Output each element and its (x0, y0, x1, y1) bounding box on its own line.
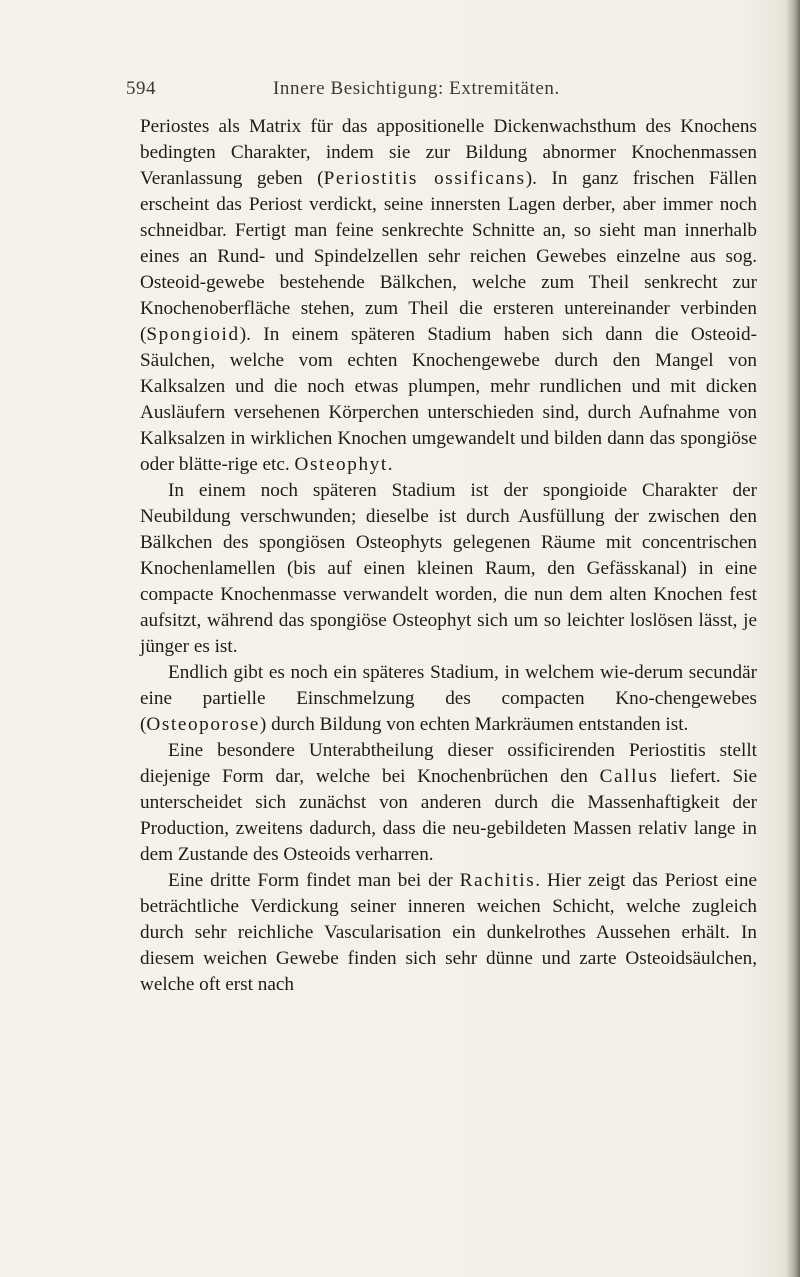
paragraph-1-text-b: ). In ganz frischen Fällen erscheint das Periost verdickt, seine innersten Lagen derber, aber immer noch schneidbar. Fertigt man feine senkrechte Schnitte an, so sieht man innerhalb eines an Rund- und Spindelzellen sehr reichen Gewebes einzelne aus sog. Osteoid-gewebe bestehende Bälkchen, welche zum Theil senkrecht zur Knochenoberfläche stehen, zum Theil die ersteren untereinander verbinden ( (140, 168, 758, 345)
paragraph-4-text-a: Eine besondere Unterabtheilung dieser ossificirenden Periostitis stellt diejenige Form dar, welche bei Knochenbrüchen den (140, 740, 757, 787)
paragraph-2: In einem noch späteren Stadium ist der spongioide Charakter der Neubildung verschwunden; dieselbe ist durch Ausfüllung der zwischen den Bälkchen des spongiösen Osteophyts gelegenen Räume mit concentrischen Knochenlamellen (bis auf einen kleinen Raum, den Gefässkanal) in eine compacte Knochenmasse verwandelt worden, die nun dem alten Knochen fest aufsitzt, während das spongiöse Osteophyt sich um so leichter loslösen lässt, je jünger es ist. (140, 480, 757, 657)
page-header (126, 78, 766, 106)
term-osteophyt: Osteophyt (294, 454, 388, 475)
paragraph-5-text-b: . Hier zeigt das Periost eine beträchtliche Verdickung seiner inneren weichen Schicht, welche zugleich durch sehr reichliche Vascularisation ein dunkelrothes Aussehen erhält. In diesem weichen Gewebe finden sich sehr dünne und zarte Osteoidsäulchen, welche oft erst nach (140, 870, 757, 995)
paragraph-3 (140, 660, 757, 738)
term-osteoporose: Osteoporose (146, 714, 260, 735)
term-periostitis-ossificans: Periostitis ossificans (323, 168, 526, 189)
paragraph-4-text-b: liefert. Sie unterscheidet sich zunächst von anderen durch die Massenhaftigkeit der Production, zweitens dadurch, dass die neu-gebildeten Massen relativ lange in dem Zustande des Osteoids verharren. (140, 766, 758, 865)
term-spongioid: Spongioid (146, 324, 240, 345)
paragraph-3-text-a: Endlich gibt es noch ein späteres Stadium, in welchem wie-derum secundär eine partielle Einschmelzung des compacten Kno-chengewebes ( (140, 662, 757, 735)
paragraph-1-text-d: . (387, 454, 393, 475)
page-edge-shadow (786, 0, 800, 1277)
paragraph-3-text-b: ) durch Bildung von echten Markräumen entstanden ist. (259, 714, 689, 735)
paragraph-5-text-a: Eine dritte Form findet man bei der (168, 870, 460, 891)
term-rachitis: Rachitis (459, 870, 536, 891)
paragraph-4 (140, 738, 757, 868)
page-number: 594 (126, 78, 156, 99)
body-text (140, 114, 757, 998)
paragraph-5 (140, 868, 757, 998)
running-head: Innere Besichtigung: Extremitäten. (273, 78, 560, 99)
paragraph-1-text-a: Periostes als Matrix für das appositionelle Dickenwachsthum des Knochens bedingten Charakter, indem sie zur Bildung abnormer Knochenmassen Veranlassung geben ( (140, 116, 757, 189)
paragraph-1 (140, 114, 757, 478)
term-callus: Callus (599, 766, 659, 787)
paragraph-1-text-c: ). In einem späteren Stadium haben sich dann die Osteoid-Säulchen, welche vom echten Knochengewebe durch den Mangel von Kalksalzen und die noch etwas plumpen, mehr rundlichen und mit dicken Ausläufern versehenen Körperchen unterschieden sind, durch Aufnahme von Kalksalzen in wirklichen Knochen umgewandelt und bilden dann das spongiöse oder blätte-rige etc. (140, 324, 757, 475)
